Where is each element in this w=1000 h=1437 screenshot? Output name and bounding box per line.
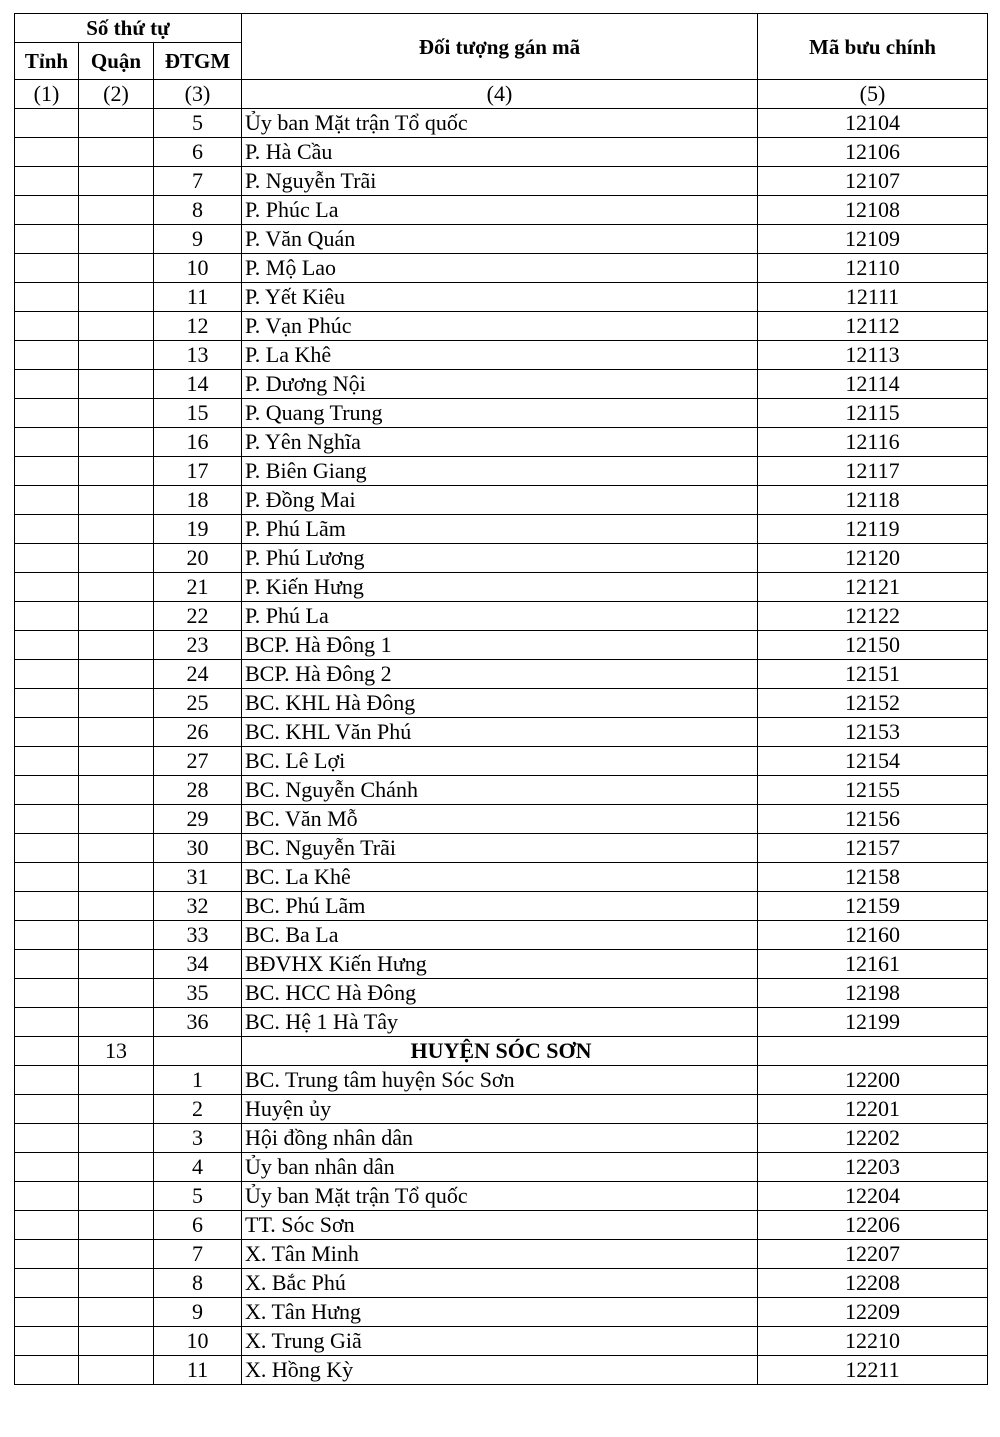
- cell-name: TT. Sóc Sơn: [242, 1211, 758, 1240]
- cell-district: [79, 1356, 154, 1385]
- cell-postal-code: 12202: [758, 1124, 988, 1153]
- cell-province: [15, 892, 79, 921]
- table-row: [15, 602, 988, 631]
- cell-province: [15, 689, 79, 718]
- cell-order: 31: [154, 863, 242, 892]
- cell-postal-code: 12155: [758, 776, 988, 805]
- district-row: [15, 1037, 988, 1066]
- cell-province: [15, 1182, 79, 1211]
- cell-district: [79, 602, 154, 631]
- table-row: [15, 515, 988, 544]
- column-number: (5): [758, 80, 988, 109]
- cell-province: [15, 1008, 79, 1037]
- cell-district: [79, 1095, 154, 1124]
- table-row: [15, 370, 988, 399]
- cell-name: BC. Văn Mỗ: [242, 805, 758, 834]
- cell-district: [79, 1269, 154, 1298]
- cell-postal-code: 12208: [758, 1269, 988, 1298]
- cell-province: [15, 776, 79, 805]
- cell-province: [15, 805, 79, 834]
- cell-district: [79, 1066, 154, 1095]
- cell-postal-code: 12198: [758, 979, 988, 1008]
- cell-province: [15, 486, 79, 515]
- cell-name: BC. Ba La: [242, 921, 758, 950]
- cell-postal-code: 12199: [758, 1008, 988, 1037]
- table-row: [15, 892, 988, 921]
- cell-district: [79, 544, 154, 573]
- cell-postal-code: 12114: [758, 370, 988, 399]
- cell-order: 28: [154, 776, 242, 805]
- cell-name: BC. KHL Hà Đông: [242, 689, 758, 718]
- cell-order: 20: [154, 544, 242, 573]
- cell-order: 14: [154, 370, 242, 399]
- cell-district: [79, 515, 154, 544]
- cell-order: 35: [154, 979, 242, 1008]
- cell-order: 11: [154, 1356, 242, 1385]
- cell-name: Ủy ban nhân dân: [242, 1153, 758, 1182]
- cell-postal-code: 12206: [758, 1211, 988, 1240]
- table-row: [15, 631, 988, 660]
- cell-district: [79, 486, 154, 515]
- cell-name: Ủy ban Mặt trận Tổ quốc: [242, 109, 758, 138]
- cell-order: 8: [154, 1269, 242, 1298]
- cell-order: 29: [154, 805, 242, 834]
- cell-postal-code: 12210: [758, 1327, 988, 1356]
- cell-order: 2: [154, 1095, 242, 1124]
- table-row: [15, 1095, 988, 1124]
- cell-district: [79, 1298, 154, 1327]
- cell-order: 8: [154, 196, 242, 225]
- table-row: [15, 341, 988, 370]
- cell-order: 17: [154, 457, 242, 486]
- cell-name: BĐVHX Kiến Hưng: [242, 950, 758, 979]
- cell-order: 16: [154, 428, 242, 457]
- cell-name: P. Kiến Hưng: [242, 573, 758, 602]
- cell-postal-code: 12119: [758, 515, 988, 544]
- cell-order: 36: [154, 1008, 242, 1037]
- cell-district: [79, 1240, 154, 1269]
- cell-province: [15, 138, 79, 167]
- cell-district: [79, 979, 154, 1008]
- cell-postal-code: 12113: [758, 341, 988, 370]
- table-row: [15, 138, 988, 167]
- cell-order: 5: [154, 1182, 242, 1211]
- cell-name: Hội đồng nhân dân: [242, 1124, 758, 1153]
- table-row: [15, 544, 988, 573]
- cell-province: [15, 1269, 79, 1298]
- table-row: [15, 1066, 988, 1095]
- cell-name: P. Dương Nội: [242, 370, 758, 399]
- cell-name: BC. Phú Lãm: [242, 892, 758, 921]
- cell-order: 1: [154, 1066, 242, 1095]
- cell-postal-code: [758, 1037, 988, 1066]
- column-number: (1): [15, 80, 79, 109]
- cell-district: [79, 1182, 154, 1211]
- table-row: [15, 1327, 988, 1356]
- cell-name: BC. KHL Văn Phú: [242, 718, 758, 747]
- cell-postal-code: 12115: [758, 399, 988, 428]
- cell-name: BCP. Hà Đông 2: [242, 660, 758, 689]
- table-row: [15, 1124, 988, 1153]
- cell-postal-code: 12209: [758, 1298, 988, 1327]
- cell-district: [79, 283, 154, 312]
- cell-postal-code: 12116: [758, 428, 988, 457]
- cell-district: [79, 1153, 154, 1182]
- cell-district: [79, 805, 154, 834]
- cell-order: 7: [154, 1240, 242, 1269]
- table-row: [15, 109, 988, 138]
- cell-order: 6: [154, 1211, 242, 1240]
- cell-district: [79, 747, 154, 776]
- cell-name: X. Hồng Kỳ: [242, 1356, 758, 1385]
- cell-order: 33: [154, 921, 242, 950]
- table-row: [15, 457, 988, 486]
- cell-province: [15, 1240, 79, 1269]
- cell-postal-code: 12200: [758, 1066, 988, 1095]
- table-row: [15, 689, 988, 718]
- cell-name: BC. HCC Hà Đông: [242, 979, 758, 1008]
- cell-province: [15, 457, 79, 486]
- cell-name: Huyện ủy: [242, 1095, 758, 1124]
- cell-province: [15, 196, 79, 225]
- cell-name: BC. Nguyễn Chánh: [242, 776, 758, 805]
- table-row: [15, 805, 988, 834]
- header-object: Đối tượng gán mã: [242, 14, 758, 80]
- cell-district: [79, 167, 154, 196]
- cell-order: 4: [154, 1153, 242, 1182]
- cell-order: 7: [154, 167, 242, 196]
- cell-province: [15, 544, 79, 573]
- cell-district: [79, 689, 154, 718]
- cell-province: [15, 747, 79, 776]
- cell-postal-code: 12203: [758, 1153, 988, 1182]
- cell-province: [15, 921, 79, 950]
- cell-name: P. Quang Trung: [242, 399, 758, 428]
- cell-postal-code: 12150: [758, 631, 988, 660]
- cell-name: P. Yết Kiêu: [242, 283, 758, 312]
- cell-order: 30: [154, 834, 242, 863]
- cell-province: [15, 341, 79, 370]
- cell-name: P. Phú Lãm: [242, 515, 758, 544]
- cell-order: 27: [154, 747, 242, 776]
- cell-province: [15, 109, 79, 138]
- cell-province: [15, 1356, 79, 1385]
- cell-province: [15, 283, 79, 312]
- cell-province: [15, 1298, 79, 1327]
- cell-province: [15, 834, 79, 863]
- cell-province: [15, 602, 79, 631]
- cell-province: [15, 399, 79, 428]
- cell-name: BC. Hệ 1 Hà Tây: [242, 1008, 758, 1037]
- cell-province: [15, 254, 79, 283]
- cell-order: 32: [154, 892, 242, 921]
- cell-district: [79, 660, 154, 689]
- cell-district: [79, 573, 154, 602]
- cell-province: [15, 167, 79, 196]
- cell-order: 15: [154, 399, 242, 428]
- cell-province: [15, 1211, 79, 1240]
- table-row: [15, 718, 988, 747]
- cell-order: 19: [154, 515, 242, 544]
- cell-name: P. Hà Cầu: [242, 138, 758, 167]
- cell-district: [79, 109, 154, 138]
- table-row: [15, 573, 988, 602]
- cell-postal-code: 12108: [758, 196, 988, 225]
- cell-district: [79, 370, 154, 399]
- cell-name: P. Phú Lương: [242, 544, 758, 573]
- cell-order: 21: [154, 573, 242, 602]
- cell-name: P. Phúc La: [242, 196, 758, 225]
- cell-name: BC. Lê Lợi: [242, 747, 758, 776]
- cell-province: [15, 1066, 79, 1095]
- table-row: [15, 312, 988, 341]
- cell-province: [15, 631, 79, 660]
- cell-order: 23: [154, 631, 242, 660]
- cell-order: 9: [154, 225, 242, 254]
- cell-district: [79, 1008, 154, 1037]
- cell-district: [79, 834, 154, 863]
- cell-name: BC. La Khê: [242, 863, 758, 892]
- cell-postal-code: 12158: [758, 863, 988, 892]
- table-row: [15, 834, 988, 863]
- table-row: [15, 1008, 988, 1037]
- cell-name: P. Yên Nghĩa: [242, 428, 758, 457]
- cell-postal-code: 12159: [758, 892, 988, 921]
- cell-district: [79, 399, 154, 428]
- cell-postal-code: 12110: [758, 254, 988, 283]
- cell-postal-code: 12204: [758, 1182, 988, 1211]
- cell-name: P. Vạn Phúc: [242, 312, 758, 341]
- table-row: [15, 950, 988, 979]
- cell-district: [79, 1124, 154, 1153]
- cell-province: [15, 1153, 79, 1182]
- cell-province: [15, 1124, 79, 1153]
- cell-name: X. Trung Giã: [242, 1327, 758, 1356]
- cell-name: X. Bắc Phú: [242, 1269, 758, 1298]
- cell-name: BC. Nguyễn Trãi: [242, 834, 758, 863]
- cell-postal-code: 12120: [758, 544, 988, 573]
- cell-province: [15, 428, 79, 457]
- cell-province: [15, 1327, 79, 1356]
- cell-postal-code: 12157: [758, 834, 988, 863]
- cell-postal-code: 12109: [758, 225, 988, 254]
- cell-name: BCP. Hà Đông 1: [242, 631, 758, 660]
- cell-province: [15, 573, 79, 602]
- table-row: [15, 660, 988, 689]
- cell-district: [79, 1327, 154, 1356]
- cell-district: [79, 428, 154, 457]
- cell-postal-code: 12122: [758, 602, 988, 631]
- cell-name: HUYỆN SÓC SƠN: [242, 1037, 758, 1066]
- cell-province: [15, 515, 79, 544]
- cell-name: P. La Khê: [242, 341, 758, 370]
- cell-postal-code: 12107: [758, 167, 988, 196]
- cell-name: P. Biên Giang: [242, 457, 758, 486]
- table-row: [15, 1356, 988, 1385]
- cell-name: X. Tân Hưng: [242, 1298, 758, 1327]
- table-row: [15, 921, 988, 950]
- cell-name: P. Nguyễn Trãi: [242, 167, 758, 196]
- cell-province: [15, 370, 79, 399]
- cell-postal-code: 12160: [758, 921, 988, 950]
- column-number: (2): [79, 80, 154, 109]
- cell-order: 34: [154, 950, 242, 979]
- table-row: [15, 254, 988, 283]
- cell-name: P. Đồng Mai: [242, 486, 758, 515]
- header-group-order: Số thứ tự: [15, 14, 242, 43]
- cell-district: [79, 457, 154, 486]
- cell-order: 24: [154, 660, 242, 689]
- cell-district: [79, 950, 154, 979]
- cell-order: 3: [154, 1124, 242, 1153]
- cell-order: 18: [154, 486, 242, 515]
- cell-postal-code: 12104: [758, 109, 988, 138]
- header-province: Tỉnh: [15, 43, 79, 80]
- cell-order: 13: [154, 341, 242, 370]
- cell-district: [79, 921, 154, 950]
- cell-name: Ủy ban Mặt trận Tổ quốc: [242, 1182, 758, 1211]
- cell-postal-code: 12207: [758, 1240, 988, 1269]
- cell-name: P. Văn Quán: [242, 225, 758, 254]
- cell-order: 11: [154, 283, 242, 312]
- cell-province: [15, 863, 79, 892]
- cell-district: [79, 196, 154, 225]
- cell-district: [79, 138, 154, 167]
- cell-province: [15, 1037, 79, 1066]
- cell-order: 10: [154, 254, 242, 283]
- table-row: [15, 1240, 988, 1269]
- table-row: [15, 399, 988, 428]
- cell-name: X. Tân Minh: [242, 1240, 758, 1269]
- cell-order: 12: [154, 312, 242, 341]
- cell-district: [79, 225, 154, 254]
- cell-district: [79, 718, 154, 747]
- table-row: [15, 1153, 988, 1182]
- cell-order: 22: [154, 602, 242, 631]
- cell-province: [15, 660, 79, 689]
- cell-order: 6: [154, 138, 242, 167]
- table-row: [15, 196, 988, 225]
- table-row: [15, 1211, 988, 1240]
- cell-postal-code: 12111: [758, 283, 988, 312]
- cell-province: [15, 950, 79, 979]
- cell-order: 25: [154, 689, 242, 718]
- cell-postal-code: 12152: [758, 689, 988, 718]
- table-row: [15, 776, 988, 805]
- cell-province: [15, 979, 79, 1008]
- cell-province: [15, 1095, 79, 1124]
- table-row: [15, 486, 988, 515]
- table-row: [15, 863, 988, 892]
- cell-postal-code: 12161: [758, 950, 988, 979]
- cell-order: [154, 1037, 242, 1066]
- cell-postal-code: 12156: [758, 805, 988, 834]
- cell-postal-code: 12118: [758, 486, 988, 515]
- table-row: [15, 428, 988, 457]
- cell-order: 26: [154, 718, 242, 747]
- cell-district: [79, 254, 154, 283]
- table-body: [15, 109, 988, 1385]
- cell-order: 9: [154, 1298, 242, 1327]
- postal-code-table: [14, 13, 988, 1385]
- cell-district: [79, 892, 154, 921]
- cell-district: [79, 1211, 154, 1240]
- cell-district: [79, 863, 154, 892]
- table-row: [15, 1269, 988, 1298]
- table-row: [15, 167, 988, 196]
- cell-name: BC. Trung tâm huyện Sóc Sơn: [242, 1066, 758, 1095]
- cell-postal-code: 12151: [758, 660, 988, 689]
- table-row: [15, 1182, 988, 1211]
- cell-postal-code: 12153: [758, 718, 988, 747]
- header-postal-code: Mã bưu chính: [758, 14, 988, 80]
- cell-postal-code: 12117: [758, 457, 988, 486]
- table-row: [15, 283, 988, 312]
- cell-postal-code: 12201: [758, 1095, 988, 1124]
- cell-postal-code: 12211: [758, 1356, 988, 1385]
- cell-province: [15, 312, 79, 341]
- column-number: (3): [154, 80, 242, 109]
- column-number: (4): [242, 80, 758, 109]
- cell-district: [79, 341, 154, 370]
- cell-name: P. Mộ Lao: [242, 254, 758, 283]
- cell-province: [15, 225, 79, 254]
- cell-order: 10: [154, 1327, 242, 1356]
- cell-district: [79, 631, 154, 660]
- postal-code-sheet: [14, 13, 987, 1385]
- cell-postal-code: 12106: [758, 138, 988, 167]
- cell-postal-code: 12154: [758, 747, 988, 776]
- cell-order: 5: [154, 109, 242, 138]
- cell-name: P. Phú La: [242, 602, 758, 631]
- header-district: Quận: [79, 43, 154, 80]
- cell-province: [15, 718, 79, 747]
- table-row: [15, 1298, 988, 1327]
- cell-postal-code: 12112: [758, 312, 988, 341]
- cell-district: [79, 312, 154, 341]
- cell-district: [79, 776, 154, 805]
- header-object-order: ĐTGM: [154, 43, 242, 80]
- table-row: [15, 747, 988, 776]
- cell-postal-code: 12121: [758, 573, 988, 602]
- table-row: [15, 225, 988, 254]
- cell-district: 13: [79, 1037, 154, 1066]
- table-row: [15, 979, 988, 1008]
